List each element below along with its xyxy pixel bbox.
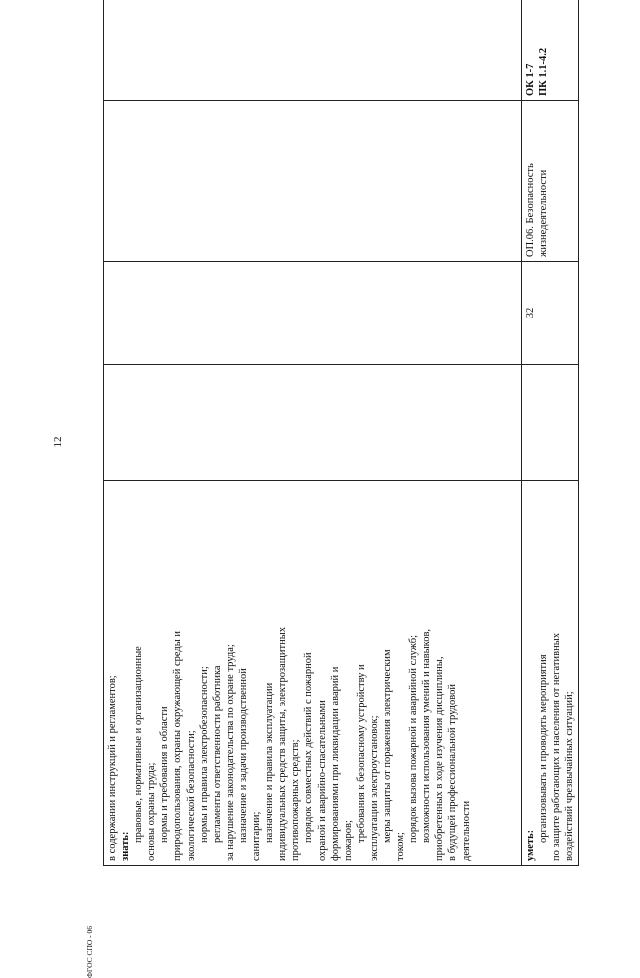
table-row-bottom bbox=[522, 0, 579, 866]
competency-pk: ПК 1.1-4.2 bbox=[538, 47, 550, 96]
text-line: экологической безопасности; bbox=[185, 730, 197, 861]
text-line: нормы и правила электробезопасности; bbox=[198, 666, 210, 843]
text-line: воздействий чрезвычайных ситуаций; bbox=[564, 691, 576, 861]
competency-ok: ОК 1-7 bbox=[525, 63, 536, 96]
text-line: порядок вызова пожарной и аварийной служб; bbox=[408, 635, 420, 843]
text-line: за нарушение законодательства по охране труда; bbox=[224, 644, 236, 861]
text-line: меры защиты от поражения электрическим bbox=[381, 649, 393, 843]
text-line: индивидуальных средств защиты, электрозащитных bbox=[277, 627, 289, 861]
text-line: нормы и требования в области bbox=[159, 706, 171, 843]
text-line: назначение и правила эксплуатации bbox=[264, 682, 276, 843]
skills-text bbox=[524, 485, 576, 861]
competency-table bbox=[103, 0, 579, 866]
text-line: требования к безопасному устройству и bbox=[355, 664, 367, 843]
hours-value: 32 bbox=[522, 262, 579, 365]
text-line: приобретенных в ходе изучения дисциплины, bbox=[434, 656, 446, 861]
text-line: деятельности bbox=[460, 800, 472, 861]
competency-cell-top bbox=[104, 0, 522, 101]
text-line: порядок совместных действий с пожарной bbox=[303, 652, 315, 843]
page-number: 12 bbox=[52, 436, 64, 448]
hours-cell-top bbox=[104, 262, 522, 365]
text-line: пожаров; bbox=[342, 820, 354, 861]
text-line: возможности использования умений и навыков, bbox=[421, 628, 433, 843]
text-line: охраной и аварийно-спасательными bbox=[316, 700, 328, 861]
text-line: эксплуатации электроустановок; bbox=[368, 715, 380, 861]
competency-codes bbox=[522, 0, 579, 101]
text-line: противопожарных средств; bbox=[290, 739, 302, 861]
text-line: назначение и задачи производственной bbox=[237, 668, 249, 843]
empty-cell bbox=[104, 365, 522, 481]
discipline-cell-top bbox=[104, 101, 522, 262]
text-line: по защите работающих и населения от негативных bbox=[551, 632, 563, 861]
table-row-top bbox=[104, 0, 522, 866]
text-line: организовывать и проводить мероприятия bbox=[538, 654, 550, 843]
rotated-table-wrapper bbox=[103, 41, 576, 866]
text-line: санитарии; bbox=[251, 811, 263, 861]
text-line: формированиями при ликвидации аварий и bbox=[329, 666, 341, 861]
knowledge-cell bbox=[104, 481, 522, 866]
footer-code: ФГОС СПО - 06 bbox=[85, 925, 94, 978]
text-line: током; bbox=[395, 832, 407, 861]
text-line: знать: bbox=[120, 831, 132, 861]
text-line: природопользования, охраны окружающей среды и bbox=[172, 630, 184, 861]
skills-cell bbox=[522, 481, 579, 866]
text-line: в содержании инструкций и регламентов; bbox=[107, 675, 118, 861]
discipline-name: ОП.06. Безопасность жизнедеятельности bbox=[522, 101, 579, 262]
empty-cell bbox=[522, 365, 579, 481]
text-line: уметь: bbox=[525, 829, 536, 861]
text-line: регламенты ответственности работника bbox=[211, 665, 223, 843]
text-line: основы охраны труда; bbox=[146, 762, 158, 861]
text-line: в будущей профессиональной трудовой bbox=[447, 683, 459, 861]
knowledge-text bbox=[106, 485, 473, 861]
text-line: правовые, нормативные и организационные bbox=[133, 646, 145, 843]
